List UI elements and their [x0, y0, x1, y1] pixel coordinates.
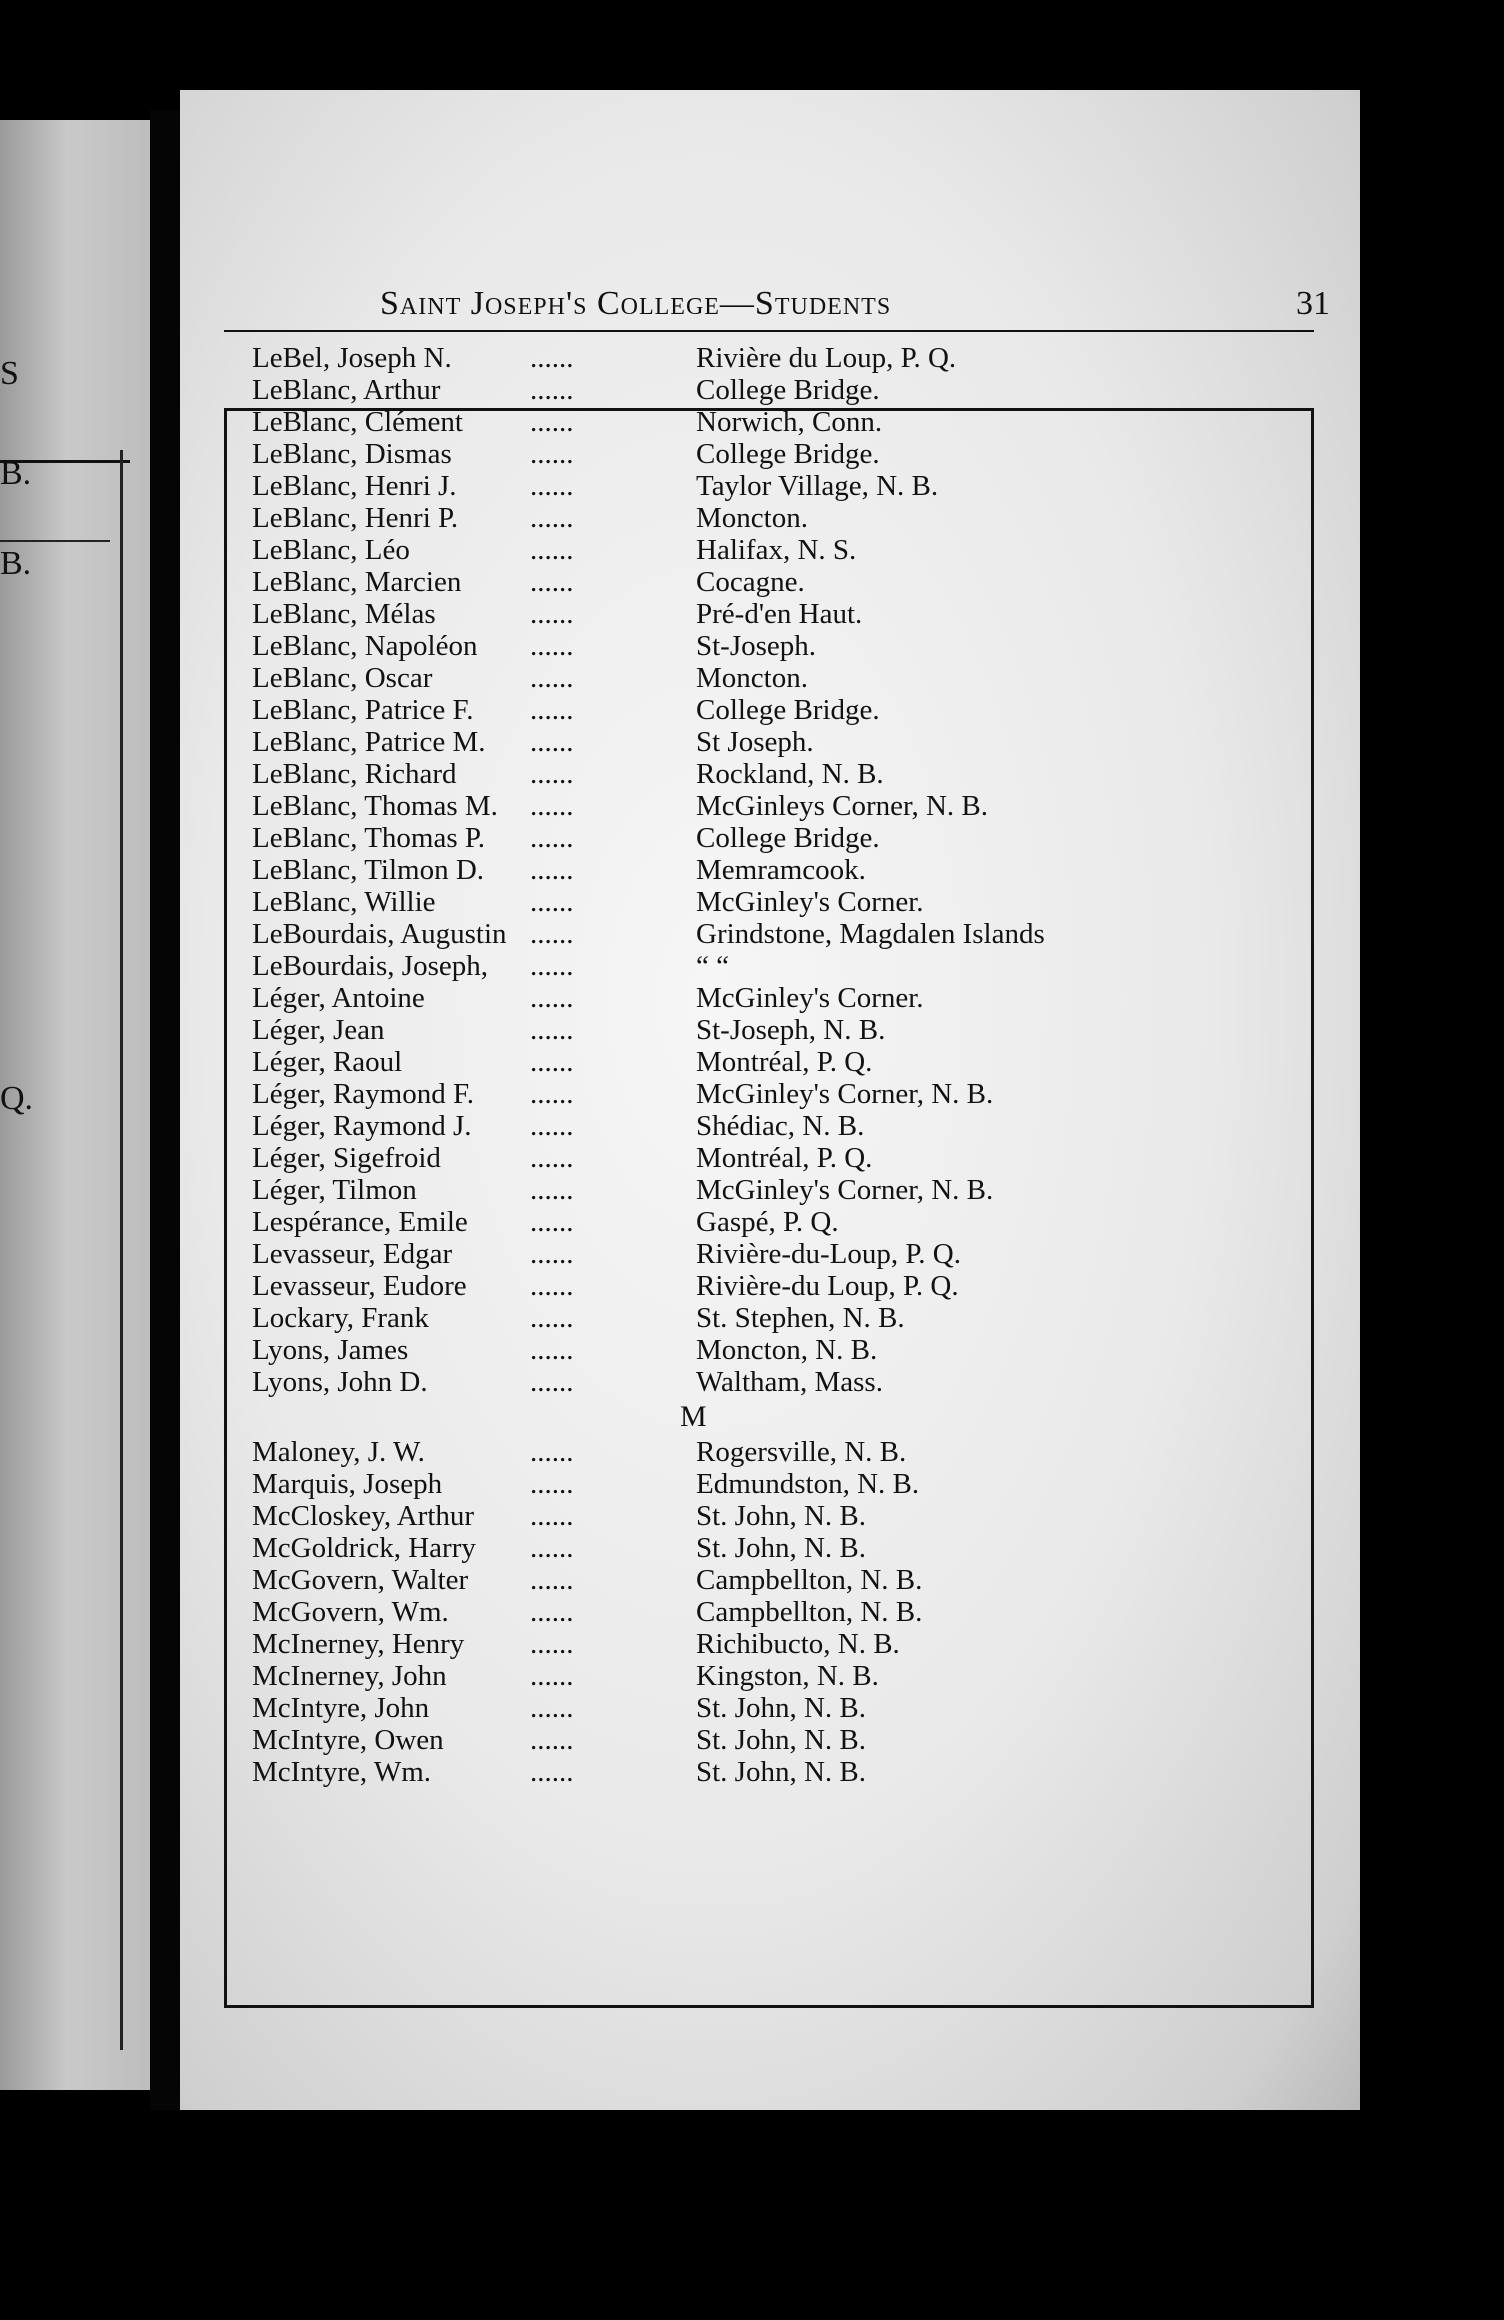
student-name: LeBlanc, Clément	[252, 406, 463, 438]
student-name: McGovern, Walter	[252, 1564, 469, 1596]
book-gutter	[150, 110, 180, 2110]
leader-dots: ......	[530, 854, 574, 886]
section-m-entries	[180, 1436, 1360, 1788]
list-item	[180, 1596, 1360, 1628]
student-name: McCloskey, Arthur	[252, 1500, 475, 1532]
student-hometown: Richibucto, N. B.	[696, 1628, 900, 1660]
student-hometown: Rivière-du-Loup, P. Q.	[696, 1238, 961, 1270]
student-name: LeBlanc, Henri P.	[252, 502, 459, 534]
leader-dots: ......	[530, 1596, 574, 1628]
leader-dots: ......	[530, 1334, 574, 1366]
list-item	[180, 1110, 1360, 1142]
student-name: McInerney, Henry	[252, 1628, 465, 1660]
student-hometown: Pré-d'en Haut.	[696, 598, 863, 630]
student-hometown: Norwich, Conn.	[696, 406, 883, 438]
list-item	[180, 1468, 1360, 1500]
list-item	[180, 1046, 1360, 1078]
leader-dots: ......	[530, 726, 574, 758]
student-hometown: Campbellton, N. B.	[696, 1596, 923, 1628]
student-name: Marquis, Joseph	[252, 1468, 443, 1500]
list-item	[180, 694, 1360, 726]
leader-dots: ......	[530, 790, 574, 822]
page-header	[180, 285, 1360, 345]
leader-dots: ......	[530, 566, 574, 598]
list-item	[180, 1206, 1360, 1238]
list-item	[180, 374, 1360, 406]
student-hometown: Memramcook.	[696, 854, 866, 886]
list-item	[180, 1628, 1360, 1660]
list-item	[180, 1142, 1360, 1174]
student-name: McIntyre, Wm.	[252, 1756, 432, 1788]
student-hometown: Montréal, P. Q.	[696, 1142, 873, 1174]
list-item	[180, 630, 1360, 662]
student-name: LeBlanc, Napoléon	[252, 630, 478, 662]
section-heading-m: M	[680, 1400, 707, 1433]
student-hometown: St-Joseph, N. B.	[696, 1014, 886, 1046]
student-name: LeBlanc, Patrice F.	[252, 694, 474, 726]
left-page-fragment: S	[0, 355, 19, 392]
left-page-fragment: Q.	[0, 1080, 34, 1117]
student-hometown: St. John, N. B.	[696, 1756, 867, 1788]
student-hometown: St. John, N. B.	[696, 1532, 867, 1564]
student-name: LeBlanc, Oscar	[252, 662, 433, 694]
list-item	[180, 982, 1360, 1014]
leader-dots: ......	[530, 1724, 574, 1756]
list-item	[180, 886, 1360, 918]
list-item	[180, 1238, 1360, 1270]
leader-dots: ......	[530, 1692, 574, 1724]
leader-dots: ......	[530, 534, 574, 566]
student-name: LeBourdais, Joseph,	[252, 950, 488, 982]
leader-dots: ......	[530, 1174, 574, 1206]
leader-dots: ......	[530, 886, 574, 918]
student-name: McIntyre, Owen	[252, 1724, 444, 1756]
list-item	[180, 502, 1360, 534]
student-name: LeBlanc, Tilmon D.	[252, 854, 485, 886]
student-hometown: Montréal, P. Q.	[696, 1046, 873, 1078]
student-hometown: St. John, N. B.	[696, 1692, 867, 1724]
student-name: LeBlanc, Dismas	[252, 438, 452, 470]
student-name: McGoldrick, Harry	[252, 1532, 476, 1564]
list-item	[180, 1078, 1360, 1110]
student-hometown: Gaspé, P. Q.	[696, 1206, 839, 1238]
student-hometown: Rockland, N. B.	[696, 758, 884, 790]
leader-dots: ......	[530, 1628, 574, 1660]
list-item	[180, 1270, 1360, 1302]
student-name: Léger, Sigefroid	[252, 1142, 441, 1174]
student-name: LeBourdais, Augustin	[252, 918, 507, 950]
student-name: Léger, Raoul	[252, 1046, 403, 1078]
leader-dots: ......	[530, 630, 574, 662]
left-page-fragment: B.	[0, 545, 32, 582]
student-list	[180, 342, 1360, 1788]
leader-dots: ......	[530, 1014, 574, 1046]
student-hometown: Moncton.	[696, 662, 808, 694]
leader-dots: ......	[530, 758, 574, 790]
student-hometown: Taylor Village, N. B.	[696, 470, 939, 502]
student-hometown: Rivière du Loup, P. Q.	[696, 342, 957, 374]
list-item	[180, 1564, 1360, 1596]
student-hometown: College Bridge.	[696, 694, 880, 726]
leader-dots: ......	[530, 1468, 574, 1500]
leader-dots: ......	[530, 1660, 574, 1692]
student-hometown: Kingston, N. B.	[696, 1660, 879, 1692]
student-name: Léger, Tilmon	[252, 1174, 417, 1206]
list-item	[180, 438, 1360, 470]
list-item	[180, 1532, 1360, 1564]
leader-dots: ......	[530, 1110, 574, 1142]
student-name: Levasseur, Eudore	[252, 1270, 467, 1302]
left-page-edge	[0, 120, 150, 2090]
list-item	[180, 1436, 1360, 1468]
leader-dots: ......	[530, 1206, 574, 1238]
list-item	[180, 1174, 1360, 1206]
left-page-fragment: B.	[0, 455, 32, 492]
list-item	[180, 1366, 1360, 1398]
list-item	[180, 950, 1360, 982]
student-name: LeBlanc, Marcien	[252, 566, 462, 598]
student-name: LeBlanc, Thomas P.	[252, 822, 486, 854]
list-item	[180, 854, 1360, 886]
leader-dots: ......	[530, 1500, 574, 1532]
page-number: 31	[1296, 285, 1330, 322]
student-hometown: St. John, N. B.	[696, 1500, 867, 1532]
student-hometown: McGinley's Corner, N. B.	[696, 1174, 994, 1206]
student-hometown: St. John, N. B.	[696, 1724, 867, 1756]
student-hometown: College Bridge.	[696, 438, 880, 470]
student-hometown: Halifax, N. S.	[696, 534, 857, 566]
student-name: Levasseur, Edgar	[252, 1238, 453, 1270]
student-name: Léger, Raymond F.	[252, 1078, 475, 1110]
leader-dots: ......	[530, 1270, 574, 1302]
leader-dots: ......	[530, 950, 574, 982]
student-name: McInerney, John	[252, 1660, 447, 1692]
student-name: Lockary, Frank	[252, 1302, 429, 1334]
page-title: Saint Joseph's College—Students	[380, 285, 892, 322]
leader-dots: ......	[530, 1302, 574, 1334]
student-name: LeBlanc, Willie	[252, 886, 436, 918]
student-name: LeBlanc, Arthur	[252, 374, 441, 406]
right-page	[180, 90, 1360, 2110]
list-item	[180, 534, 1360, 566]
list-item	[180, 598, 1360, 630]
leader-dots: ......	[530, 502, 574, 534]
leader-dots: ......	[530, 1238, 574, 1270]
student-hometown: Shédiac, N. B.	[696, 1110, 865, 1142]
list-item	[180, 406, 1360, 438]
list-item	[180, 1692, 1360, 1724]
list-item	[180, 1334, 1360, 1366]
list-item	[180, 566, 1360, 598]
student-hometown: Rogersville, N. B.	[696, 1436, 907, 1468]
leader-dots: ......	[530, 822, 574, 854]
student-name: McIntyre, John	[252, 1692, 430, 1724]
student-name: Maloney, J. W.	[252, 1436, 425, 1468]
student-hometown: Moncton.	[696, 502, 808, 534]
list-item	[180, 918, 1360, 950]
student-hometown: McGinleys Corner, N. B.	[696, 790, 989, 822]
list-item	[180, 1724, 1360, 1756]
list-item	[180, 662, 1360, 694]
student-hometown: Rivière-du Loup, P. Q.	[696, 1270, 959, 1302]
student-name: Léger, Raymond J.	[252, 1110, 472, 1142]
list-item	[180, 726, 1360, 758]
student-name: LeBlanc, Thomas M.	[252, 790, 498, 822]
left-page-vertical-rule	[120, 450, 123, 2050]
leader-dots: ......	[530, 406, 574, 438]
student-name: LeBlanc, Henri J.	[252, 470, 457, 502]
leader-dots: ......	[530, 470, 574, 502]
leader-dots: ......	[530, 1078, 574, 1110]
section-l-entries	[180, 342, 1360, 1398]
student-hometown: College Bridge.	[696, 822, 880, 854]
leader-dots: ......	[530, 662, 574, 694]
leader-dots: ......	[530, 1756, 574, 1788]
student-name: LeBel, Joseph N.	[252, 342, 452, 374]
student-hometown: McGinley's Corner.	[696, 886, 924, 918]
list-item	[180, 470, 1360, 502]
list-item	[180, 1756, 1360, 1788]
student-hometown: St-Joseph.	[696, 630, 817, 662]
header-rule	[224, 330, 1314, 332]
list-item	[180, 758, 1360, 790]
student-name: Lyons, John D.	[252, 1366, 428, 1398]
student-hometown: McGinley's Corner, N. B.	[696, 1078, 994, 1110]
list-item	[180, 790, 1360, 822]
student-hometown: Campbellton, N. B.	[696, 1564, 923, 1596]
leader-dots: ......	[530, 438, 574, 470]
leader-dots: ......	[530, 694, 574, 726]
student-name: LeBlanc, Léo	[252, 534, 410, 566]
student-hometown: Cocagne.	[696, 566, 805, 598]
leader-dots: ......	[530, 374, 574, 406]
student-name: McGovern, Wm.	[252, 1596, 449, 1628]
student-hometown: Edmundston, N. B.	[696, 1468, 920, 1500]
student-hometown: “ “	[696, 950, 729, 982]
student-name: Lyons, James	[252, 1334, 409, 1366]
list-item	[180, 1302, 1360, 1334]
leader-dots: ......	[530, 342, 574, 374]
student-name: Léger, Jean	[252, 1014, 385, 1046]
leader-dots: ......	[530, 1142, 574, 1174]
student-hometown: Grindstone, Magdalen Islands	[696, 918, 1045, 950]
student-name: LeBlanc, Richard	[252, 758, 457, 790]
student-name: LeBlanc, Patrice M.	[252, 726, 486, 758]
leader-dots: ......	[530, 982, 574, 1014]
leader-dots: ......	[530, 1366, 574, 1398]
student-hometown: St. Stephen, N. B.	[696, 1302, 905, 1334]
student-name: Léger, Antoine	[252, 982, 425, 1014]
leader-dots: ......	[530, 1046, 574, 1078]
student-hometown: College Bridge.	[696, 374, 880, 406]
student-hometown: St Joseph.	[696, 726, 814, 758]
list-item	[180, 1014, 1360, 1046]
student-hometown: Waltham, Mass.	[696, 1366, 883, 1398]
list-item	[180, 342, 1360, 374]
list-item	[180, 822, 1360, 854]
student-name: Lespérance, Emile	[252, 1206, 468, 1238]
leader-dots: ......	[530, 1564, 574, 1596]
leader-dots: ......	[530, 598, 574, 630]
leader-dots: ......	[530, 918, 574, 950]
list-item	[180, 1500, 1360, 1532]
list-item	[180, 1660, 1360, 1692]
student-hometown: Moncton, N. B.	[696, 1334, 878, 1366]
leader-dots: ......	[530, 1436, 574, 1468]
student-hometown: McGinley's Corner.	[696, 982, 924, 1014]
leader-dots: ......	[530, 1532, 574, 1564]
student-name: LeBlanc, Mélas	[252, 598, 436, 630]
left-page-rule-secondary	[0, 540, 110, 542]
